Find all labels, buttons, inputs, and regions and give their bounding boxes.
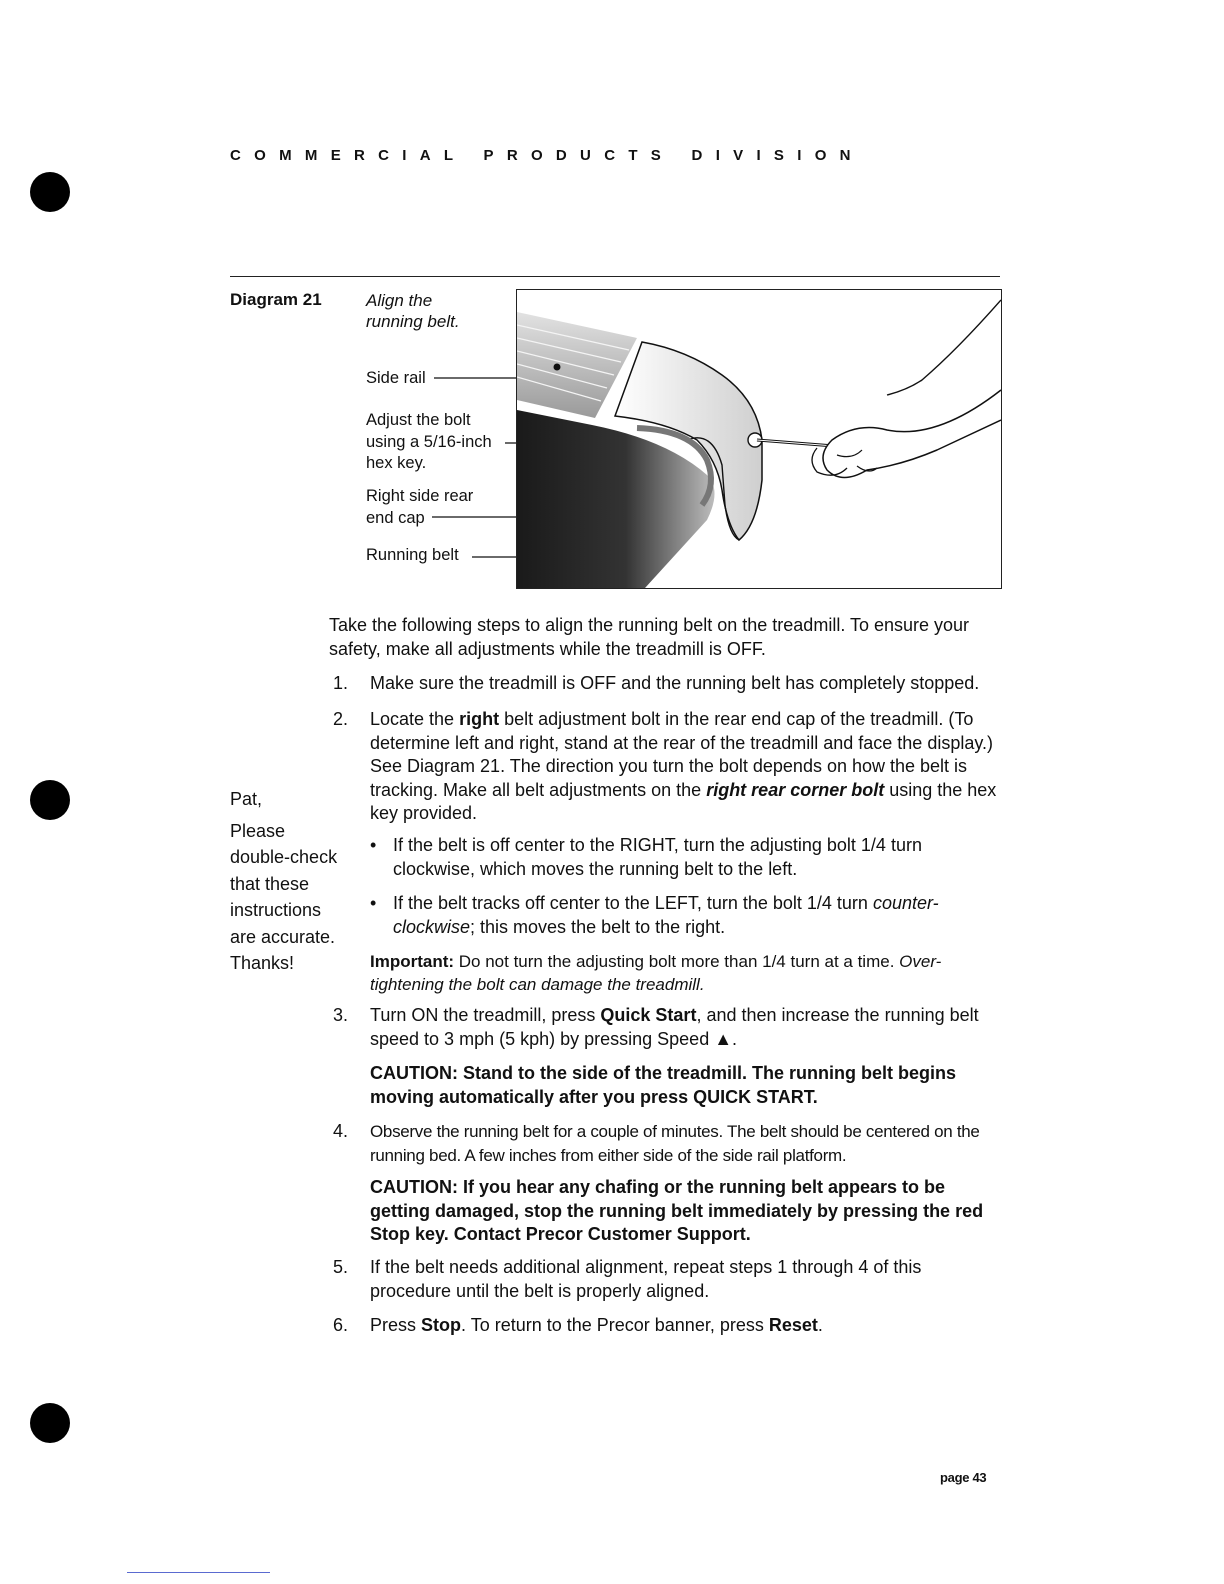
step-number: 6. — [332, 1315, 348, 1335]
step-number: 2. — [332, 709, 348, 729]
intro-paragraph: Take the following steps to align the running belt on the treadmill. To ensure your safety, make all adjustments while the treadmill is OFF. — [329, 615, 970, 659]
bullet-text-part: If the belt tracks off center to the LEFT, turn the bolt 1/4 turn — [393, 893, 873, 913]
callout-text: hex key. — [366, 454, 427, 472]
note-line: Thanks! — [230, 953, 295, 973]
margin-note — [230, 788, 350, 979]
step-text-part: Press — [370, 1315, 422, 1335]
emphasis-right: right — [459, 709, 500, 729]
bullet-text — [393, 892, 1000, 939]
rail-screw — [554, 364, 561, 371]
step-text: Observe the running belt for a couple of minutes. The belt should be centered on the running bed. A few inches from either side of the side rail platform. — [370, 1122, 980, 1165]
page-number: page 43 — [940, 1470, 987, 1485]
step-text — [370, 1004, 1000, 1051]
caution-text: CAUTION: Stand to the side of the treadmill. The running belt begins moving automatically after you press QUICK START. — [370, 1063, 957, 1107]
step-number: 4. — [332, 1121, 348, 1141]
note-line: instructions — [230, 900, 322, 920]
callout-text: Adjust the bolt — [366, 411, 471, 429]
step-text-part: Turn ON the treadmill, press — [370, 1005, 601, 1025]
punch-hole-middle — [30, 780, 70, 820]
step-number: 3. — [332, 1005, 348, 1025]
callout-text: Right side rear — [366, 487, 474, 505]
step-text: If the belt needs additional alignment, repeat steps 1 through 4 of this procedure until the belt is properly aligned. — [370, 1257, 922, 1301]
callout-text: Side rail — [366, 369, 426, 387]
step-text — [370, 708, 1000, 826]
callout-text: end cap — [366, 508, 425, 527]
step-text-part: using the hex key provided. — [370, 779, 997, 823]
caption-line: Align the — [366, 291, 433, 310]
emphasis-reset: Reset — [768, 1315, 818, 1335]
note-line: Please — [230, 820, 286, 841]
step-number: 5. — [332, 1257, 348, 1277]
bullet-text-part: ; this moves the belt to the right. — [470, 916, 726, 937]
bullet-text: If the belt is off center to the RIGHT, turn the adjusting bolt 1/4 turn clockwise, which moves the running belt to the left. — [393, 835, 922, 879]
step-text-part: . To return to the Precor banner, press — [461, 1315, 769, 1335]
note-line: Pat, — [230, 789, 263, 809]
emphasis-stop: Stop — [421, 1315, 462, 1335]
step-text: Make sure the treadmill is OFF and the running belt has completely stopped. — [370, 673, 980, 693]
caption-line: running belt. — [366, 312, 460, 331]
note-line: double-check — [230, 847, 338, 867]
step-text — [370, 1314, 1000, 1338]
diagram-label: Diagram 21 — [230, 290, 322, 309]
bullet-symbol: • — [370, 893, 377, 913]
emphasis-right-rear-corner-bolt: right rear corner bolt — [706, 779, 885, 800]
important-emphasis: Over-tightening the bolt can damage the treadmill. — [370, 952, 942, 994]
bottom-underline — [127, 1572, 270, 1573]
treadmill-illustration — [516, 289, 1002, 589]
important-label: Important: — [370, 952, 455, 971]
important-text — [370, 950, 1000, 996]
step-text-part: belt adjustment bolt in the rear end cap of the treadmill. (To determine left and right, stand at the rear of the treadmill and face the display.) See Diagram 21. The direction you turn the bolt depends on how the belt is tracking. Make all belt adjustments on the — [370, 709, 994, 800]
emphasis-quick-start: Quick Start — [600, 1005, 697, 1025]
division-header: COMMERCIAL PRODUCTS DIVISION — [230, 147, 864, 164]
callout-text: Running belt — [366, 546, 459, 564]
bullet-symbol: • — [370, 835, 377, 855]
important-text-part: Do not turn the adjusting bolt more than 1/4 turn at a time. — [454, 952, 900, 971]
emphasis-counter-clockwise: counter-clockwise — [393, 893, 939, 937]
punch-hole-bottom — [30, 1403, 70, 1443]
note-line: are accurate. — [230, 926, 336, 947]
step-text-part: , and then increase the running belt speed to 3 mph (5 kph) by pressing Speed ▲. — [370, 1005, 979, 1049]
step-text-part: . — [817, 1315, 823, 1335]
note-line: that these — [230, 873, 310, 894]
step-text-part: Locate the — [370, 709, 460, 729]
callout-text: using a 5/16-inch — [366, 432, 492, 451]
caution-text: CAUTION: If you hear any chafing or the running belt appears to be getting damaged, stop the running belt immediately by pressing the red Stop key. Contact Precor Customer Support. — [370, 1177, 984, 1244]
step-number: 1. — [332, 673, 348, 693]
treadmill-drawing — [517, 290, 1001, 588]
